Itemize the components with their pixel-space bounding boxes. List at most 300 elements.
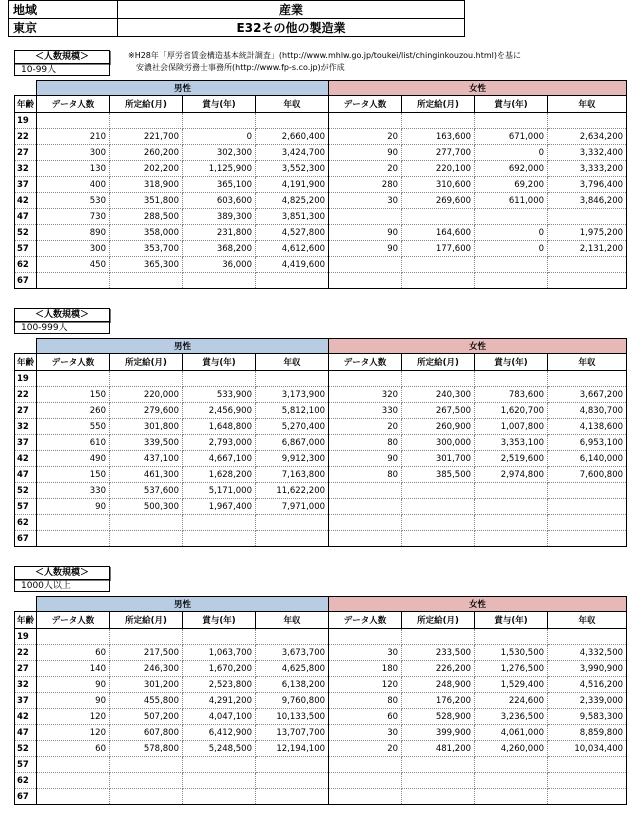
value-cell — [402, 499, 475, 515]
value-cell: 30 — [329, 725, 402, 741]
age-cell: 42 — [15, 193, 37, 209]
value-cell — [402, 773, 475, 789]
value-cell — [329, 757, 402, 773]
value-cell — [402, 789, 475, 805]
table-row — [15, 435, 627, 451]
value-cell: 365,300 — [110, 257, 183, 273]
value-cell: 4,191,900 — [256, 177, 329, 193]
value-cell — [329, 209, 402, 225]
table-row — [15, 693, 627, 709]
value-cell — [402, 629, 475, 645]
header-blank — [15, 81, 37, 96]
value-cell: 177,600 — [402, 241, 475, 257]
value-cell: 533,900 — [183, 387, 256, 403]
column-header-count: データ人数 — [329, 96, 402, 113]
value-cell: 2,519,600 — [475, 451, 548, 467]
value-cell: 10,034,400 — [548, 741, 627, 757]
value-cell: 3,353,100 — [475, 435, 548, 451]
value-cell — [329, 515, 402, 531]
value-cell: 220,000 — [110, 387, 183, 403]
value-cell: 500,300 — [110, 499, 183, 515]
value-cell — [548, 773, 627, 789]
value-cell: 90 — [329, 241, 402, 257]
value-cell: 578,800 — [110, 741, 183, 757]
value-cell — [402, 257, 475, 273]
age-cell: 47 — [15, 209, 37, 225]
age-cell: 27 — [15, 145, 37, 161]
value-cell: 490 — [37, 451, 110, 467]
value-cell: 4,825,200 — [256, 193, 329, 209]
value-cell: 0 — [183, 129, 256, 145]
age-cell: 37 — [15, 693, 37, 709]
value-cell — [475, 789, 548, 805]
value-cell: 4,332,500 — [548, 645, 627, 661]
value-cell: 202,200 — [110, 161, 183, 177]
value-cell: 217,500 — [110, 645, 183, 661]
value-cell: 2,660,400 — [256, 129, 329, 145]
value-cell: 4,527,800 — [256, 225, 329, 241]
value-cell: 267,500 — [402, 403, 475, 419]
column-header-annual: 年収 — [548, 96, 627, 113]
value-cell: 461,300 — [110, 467, 183, 483]
value-cell: 4,138,600 — [548, 419, 627, 435]
table-row — [15, 387, 627, 403]
table-row — [15, 467, 627, 483]
column-header-salary: 所定給(月) — [110, 96, 183, 113]
value-cell: 1,620,700 — [475, 403, 548, 419]
female-header: 女性 — [329, 597, 627, 612]
value-cell — [475, 499, 548, 515]
value-cell — [475, 629, 548, 645]
value-cell: 4,419,600 — [256, 257, 329, 273]
male-header: 男性 — [37, 597, 329, 612]
header-blank — [15, 339, 37, 354]
value-cell: 277,700 — [402, 145, 475, 161]
age-cell: 47 — [15, 725, 37, 741]
value-cell — [37, 773, 110, 789]
value-cell — [475, 113, 548, 129]
value-cell: 550 — [37, 419, 110, 435]
value-cell: 7,971,000 — [256, 499, 329, 515]
table-row — [15, 225, 627, 241]
value-cell: 4,260,000 — [475, 741, 548, 757]
value-cell: 528,900 — [402, 709, 475, 725]
female-header: 女性 — [329, 81, 627, 96]
value-cell — [329, 257, 402, 273]
table-row — [15, 629, 627, 645]
value-cell: 224,600 — [475, 693, 548, 709]
value-cell — [110, 757, 183, 773]
column-header-bonus: 賞与(年) — [475, 354, 548, 371]
table-row — [15, 741, 627, 757]
value-cell: 180 — [329, 661, 402, 677]
scale-value: 1000人以上 — [14, 580, 110, 592]
value-cell: 1,670,200 — [183, 661, 256, 677]
value-cell — [110, 629, 183, 645]
table-row — [15, 709, 627, 725]
table-row — [15, 419, 627, 435]
age-cell: 27 — [15, 661, 37, 677]
age-cell: 32 — [15, 419, 37, 435]
value-cell: 150 — [37, 467, 110, 483]
value-cell: 437,100 — [110, 451, 183, 467]
age-cell: 57 — [15, 757, 37, 773]
value-cell: 5,812,100 — [256, 403, 329, 419]
value-cell: 1,628,200 — [183, 467, 256, 483]
value-cell: 8,859,800 — [548, 725, 627, 741]
value-cell: 302,300 — [183, 145, 256, 161]
table-row — [15, 145, 627, 161]
value-cell — [329, 273, 402, 289]
value-cell: 3,552,300 — [256, 161, 329, 177]
value-cell: 210 — [37, 129, 110, 145]
value-cell: 0 — [475, 145, 548, 161]
table-row — [15, 403, 627, 419]
age-cell: 62 — [15, 773, 37, 789]
value-cell — [548, 113, 627, 129]
value-cell — [256, 629, 329, 645]
value-cell: 3,236,500 — [475, 709, 548, 725]
age-cell: 52 — [15, 225, 37, 241]
value-cell: 300 — [37, 145, 110, 161]
value-cell: 1,648,800 — [183, 419, 256, 435]
value-cell: 150 — [37, 387, 110, 403]
value-cell — [548, 757, 627, 773]
value-cell — [475, 483, 548, 499]
age-cell: 37 — [15, 177, 37, 193]
value-cell: 120 — [329, 677, 402, 693]
value-cell: 300,000 — [402, 435, 475, 451]
value-cell — [402, 531, 475, 547]
value-cell: 4,667,100 — [183, 451, 256, 467]
table-row — [15, 725, 627, 741]
value-cell: 20 — [329, 741, 402, 757]
value-cell: 13,707,700 — [256, 725, 329, 741]
value-cell: 69,200 — [475, 177, 548, 193]
value-cell: 389,300 — [183, 209, 256, 225]
value-cell — [183, 629, 256, 645]
value-cell — [110, 773, 183, 789]
value-cell — [183, 773, 256, 789]
wage-table — [14, 80, 627, 289]
value-cell — [256, 773, 329, 789]
column-header-count: データ人数 — [37, 96, 110, 113]
column-header-bonus: 賞与(年) — [475, 612, 548, 629]
value-cell — [402, 371, 475, 387]
value-cell: 120 — [37, 725, 110, 741]
value-cell: 730 — [37, 209, 110, 225]
scale-value: 10-99人 — [14, 64, 110, 76]
value-cell — [402, 209, 475, 225]
region-label: 地域 — [9, 1, 118, 19]
value-cell — [402, 757, 475, 773]
value-cell: 7,600,800 — [548, 467, 627, 483]
value-cell: 5,270,400 — [256, 419, 329, 435]
value-cell: 3,796,400 — [548, 177, 627, 193]
scale-section — [14, 50, 626, 289]
value-cell: 385,500 — [402, 467, 475, 483]
value-cell: 330 — [329, 403, 402, 419]
table-row — [15, 499, 627, 515]
value-cell: 400 — [37, 177, 110, 193]
value-cell: 6,867,000 — [256, 435, 329, 451]
value-cell — [475, 773, 548, 789]
table-row — [15, 273, 627, 289]
column-header-annual: 年収 — [256, 354, 329, 371]
value-cell: 12,194,100 — [256, 741, 329, 757]
value-cell — [475, 515, 548, 531]
value-cell: 0 — [475, 225, 548, 241]
value-cell: 3,424,700 — [256, 145, 329, 161]
value-cell — [183, 371, 256, 387]
value-cell: 692,000 — [475, 161, 548, 177]
table-row — [15, 241, 627, 257]
value-cell: 2,339,000 — [548, 693, 627, 709]
value-cell: 4,061,000 — [475, 725, 548, 741]
value-cell: 2,131,200 — [548, 241, 627, 257]
value-cell — [548, 209, 627, 225]
value-cell: 399,900 — [402, 725, 475, 741]
value-cell: 280 — [329, 177, 402, 193]
value-cell: 2,793,000 — [183, 435, 256, 451]
value-cell — [548, 629, 627, 645]
age-cell: 52 — [15, 741, 37, 757]
value-cell — [475, 257, 548, 273]
value-cell: 221,700 — [110, 129, 183, 145]
value-cell — [110, 789, 183, 805]
value-cell — [37, 531, 110, 547]
value-cell: 30 — [329, 193, 402, 209]
value-cell: 80 — [329, 467, 402, 483]
value-cell: 1,007,800 — [475, 419, 548, 435]
male-header: 男性 — [37, 81, 329, 96]
region-value: 東京 — [9, 19, 118, 37]
value-cell — [548, 483, 627, 499]
value-cell — [402, 515, 475, 531]
female-header: 女性 — [329, 339, 627, 354]
value-cell — [183, 515, 256, 531]
value-cell: 4,625,800 — [256, 661, 329, 677]
value-cell: 3,851,300 — [256, 209, 329, 225]
value-cell — [110, 113, 183, 129]
value-cell: 0 — [475, 241, 548, 257]
column-header-salary: 所定給(月) — [402, 96, 475, 113]
value-cell: 301,700 — [402, 451, 475, 467]
value-cell: 607,800 — [110, 725, 183, 741]
value-cell — [402, 483, 475, 499]
value-cell — [110, 371, 183, 387]
header-blank — [15, 597, 37, 612]
value-cell — [329, 113, 402, 129]
value-cell: 140 — [37, 661, 110, 677]
value-cell: 260,200 — [110, 145, 183, 161]
value-cell: 3,990,900 — [548, 661, 627, 677]
value-cell: 9,760,800 — [256, 693, 329, 709]
value-cell: 318,900 — [110, 177, 183, 193]
scale-label: ＜人数規模＞ — [14, 566, 110, 580]
value-cell: 6,412,900 — [183, 725, 256, 741]
value-cell: 1,529,400 — [475, 677, 548, 693]
value-cell: 507,200 — [110, 709, 183, 725]
value-cell — [37, 629, 110, 645]
value-cell: 163,600 — [402, 129, 475, 145]
value-cell — [329, 773, 402, 789]
value-cell: 450 — [37, 257, 110, 273]
value-cell — [402, 113, 475, 129]
value-cell — [475, 757, 548, 773]
header-table — [8, 0, 465, 37]
value-cell: 2,456,900 — [183, 403, 256, 419]
value-cell: 246,300 — [110, 661, 183, 677]
value-cell — [256, 757, 329, 773]
value-cell: 233,500 — [402, 645, 475, 661]
value-cell — [329, 789, 402, 805]
value-cell — [37, 757, 110, 773]
value-cell: 260 — [37, 403, 110, 419]
scale-section — [14, 308, 626, 547]
value-cell: 220,100 — [402, 161, 475, 177]
scale-value: 100-999人 — [14, 322, 110, 334]
table-row — [15, 451, 627, 467]
column-header-bonus: 賞与(年) — [183, 96, 256, 113]
value-cell — [475, 209, 548, 225]
value-cell: 90 — [329, 145, 402, 161]
column-header-bonus: 賞与(年) — [475, 96, 548, 113]
value-cell — [110, 273, 183, 289]
wage-table — [14, 596, 627, 805]
source-note-line1: ※H28年「厚労省賃金構造基本統計調査」(http://www.mhlw.go.jp/toukei/list/chinginkouzou.html)を基に — [128, 51, 522, 60]
value-cell: 3,673,700 — [256, 645, 329, 661]
column-header-count: データ人数 — [329, 354, 402, 371]
age-cell: 57 — [15, 241, 37, 257]
value-cell: 80 — [329, 693, 402, 709]
value-cell — [256, 515, 329, 531]
value-cell: 3,173,900 — [256, 387, 329, 403]
value-cell: 4,612,600 — [256, 241, 329, 257]
value-cell: 4,047,100 — [183, 709, 256, 725]
table-row — [15, 129, 627, 145]
value-cell: 3,667,200 — [548, 387, 627, 403]
value-cell — [548, 789, 627, 805]
value-cell: 481,200 — [402, 741, 475, 757]
male-header: 男性 — [37, 339, 329, 354]
value-cell — [329, 499, 402, 515]
value-cell: 611,000 — [475, 193, 548, 209]
column-header-annual: 年収 — [548, 612, 627, 629]
value-cell: 301,800 — [110, 419, 183, 435]
value-cell: 240,300 — [402, 387, 475, 403]
value-cell: 60 — [37, 645, 110, 661]
age-cell: 37 — [15, 435, 37, 451]
value-cell: 20 — [329, 129, 402, 145]
value-cell: 1,125,900 — [183, 161, 256, 177]
value-cell: 358,000 — [110, 225, 183, 241]
wage-table — [14, 338, 627, 547]
table-row — [15, 757, 627, 773]
value-cell: 20 — [329, 161, 402, 177]
table-row — [15, 483, 627, 499]
scale-section — [14, 566, 626, 805]
column-header-count: データ人数 — [37, 354, 110, 371]
value-cell: 890 — [37, 225, 110, 241]
table-row — [15, 515, 627, 531]
age-cell: 57 — [15, 499, 37, 515]
value-cell: 36,000 — [183, 257, 256, 273]
value-cell: 6,140,000 — [548, 451, 627, 467]
value-cell: 6,953,100 — [548, 435, 627, 451]
value-cell: 3,332,400 — [548, 145, 627, 161]
value-cell — [37, 515, 110, 531]
age-cell: 52 — [15, 483, 37, 499]
value-cell: 164,600 — [402, 225, 475, 241]
value-cell: 301,200 — [110, 677, 183, 693]
age-cell: 42 — [15, 451, 37, 467]
value-cell: 226,200 — [402, 661, 475, 677]
value-cell — [548, 371, 627, 387]
value-cell: 1,530,500 — [475, 645, 548, 661]
table-row — [15, 789, 627, 805]
value-cell — [402, 273, 475, 289]
value-cell — [548, 499, 627, 515]
column-header-bonus: 賞与(年) — [183, 354, 256, 371]
value-cell: 288,500 — [110, 209, 183, 225]
value-cell: 603,600 — [183, 193, 256, 209]
column-header-bonus: 賞与(年) — [183, 612, 256, 629]
value-cell: 610 — [37, 435, 110, 451]
value-cell — [183, 273, 256, 289]
industry-value: E32その他の製造業 — [118, 19, 465, 37]
value-cell: 120 — [37, 709, 110, 725]
value-cell: 60 — [329, 709, 402, 725]
value-cell — [475, 371, 548, 387]
value-cell: 279,600 — [110, 403, 183, 419]
value-cell: 2,974,800 — [475, 467, 548, 483]
value-cell — [110, 515, 183, 531]
value-cell: 351,800 — [110, 193, 183, 209]
age-cell: 47 — [15, 467, 37, 483]
value-cell — [329, 629, 402, 645]
value-cell — [329, 371, 402, 387]
table-row — [15, 661, 627, 677]
value-cell: 20 — [329, 419, 402, 435]
value-cell: 1,276,500 — [475, 661, 548, 677]
industry-label: 産業 — [118, 1, 465, 19]
table-row — [15, 161, 627, 177]
table-row — [15, 257, 627, 273]
value-cell — [256, 371, 329, 387]
value-cell — [110, 531, 183, 547]
value-cell: 365,100 — [183, 177, 256, 193]
value-cell — [37, 273, 110, 289]
column-header-count: データ人数 — [329, 612, 402, 629]
table-row — [15, 371, 627, 387]
value-cell — [548, 257, 627, 273]
value-cell: 3,333,200 — [548, 161, 627, 177]
value-cell — [256, 789, 329, 805]
table-row — [15, 677, 627, 693]
value-cell: 90 — [37, 693, 110, 709]
column-header-annual: 年収 — [256, 96, 329, 113]
value-cell: 671,000 — [475, 129, 548, 145]
age-cell: 22 — [15, 387, 37, 403]
value-cell: 300 — [37, 241, 110, 257]
table-row — [15, 113, 627, 129]
table-row — [15, 209, 627, 225]
value-cell: 90 — [37, 499, 110, 515]
table-row — [15, 193, 627, 209]
column-header-annual: 年収 — [548, 354, 627, 371]
value-cell: 368,200 — [183, 241, 256, 257]
